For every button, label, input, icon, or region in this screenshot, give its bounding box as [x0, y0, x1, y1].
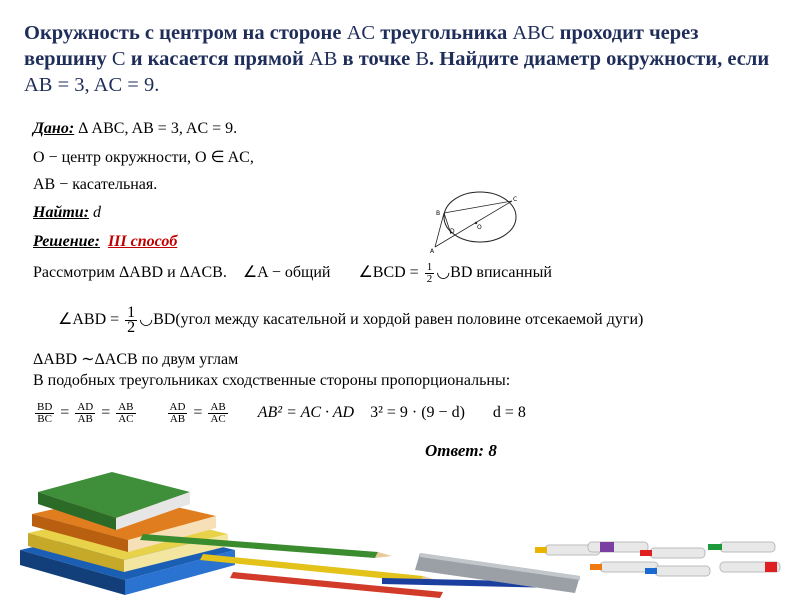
half-fraction: $\frac{1}{2}$ — [426, 261, 433, 285]
proportion-line: $\frac{BD}{BC}$ = $\frac{AD}{AB}$ = $\frac{AB}{AC}$ $\frac{AD}{AB}$ = $\frac{AB}{AC}$ AB² = AC · AD 3² = 9 · (9 − d) d = 8 — [37, 401, 526, 425]
line-ab — [435, 213, 444, 247]
label-d: D — [450, 228, 455, 235]
label-o: O — [477, 224, 482, 231]
tangent-line: AB − касательная. — [33, 176, 158, 193]
answer: Ответ: 8 — [425, 441, 497, 460]
equation-substituted: 3² = 9 · (9 − d) — [370, 404, 465, 422]
markers-icon — [535, 542, 780, 576]
given-line: Дано: Δ ABC, AB = 3, AC = 9. — [33, 120, 238, 137]
label-a: A — [430, 248, 435, 255]
books-stack-icon — [20, 472, 235, 595]
circle — [444, 192, 516, 242]
find-label: Найти: — [33, 204, 90, 221]
equation-ab-squared: AB² = AC · AD — [257, 404, 355, 422]
step1-line: Рассмотрим ΔABD и ΔACB. ∠A − общий ∠BCD = $\frac{1}{2}$ ◡BD вписанный — [33, 261, 552, 285]
fraction-ab-ac-2: $\frac{AB}{AC}$ — [210, 401, 226, 425]
method-label: III способ — [107, 233, 178, 250]
center-line: O − центр окружности, O ∈ AC, — [33, 149, 254, 166]
label-c: C — [513, 196, 518, 203]
fraction-ad-ab-2: $\frac{AD}{AB}$ — [169, 401, 186, 425]
solution-label: Решение: — [33, 233, 100, 250]
label-b: B — [436, 210, 441, 217]
school-supplies-illustration — [0, 430, 800, 600]
geometry-figure — [430, 185, 520, 255]
fraction-bd-bc: $\frac{BD}{BC}$ — [37, 401, 53, 425]
ruler-icon — [415, 553, 580, 593]
step4-line: В подобных треугольниках сходственные стороны пропорциональны: — [33, 372, 511, 389]
problem-statement: Окружность с центром на стороне AC треугольника ABC проходит через вершину C и касается прямой AB в точке B. Найдите диаметр окружности, если AB = 3, AC = 9. — [24, 22, 770, 96]
equation-result: d = 8 — [492, 404, 526, 422]
step3-line: ΔABD ∼ΔACB по двум углам — [33, 351, 239, 368]
fraction-ab-ac: $\frac{AB}{AC}$ — [118, 401, 134, 425]
step2-line: ∠ABD = $\frac{1}{2}$ ◡BD(угол между касательной и хордой равен половине отсекаемой дуги) — [58, 304, 644, 336]
half-fraction: $\frac{1}{2}$ — [127, 304, 136, 336]
fraction-ad-ab: $\frac{AD}{AB}$ — [77, 401, 94, 425]
given-label: Дано: — [33, 120, 75, 137]
find-line: Найти: d — [33, 204, 102, 221]
solution-line — [33, 233, 177, 251]
